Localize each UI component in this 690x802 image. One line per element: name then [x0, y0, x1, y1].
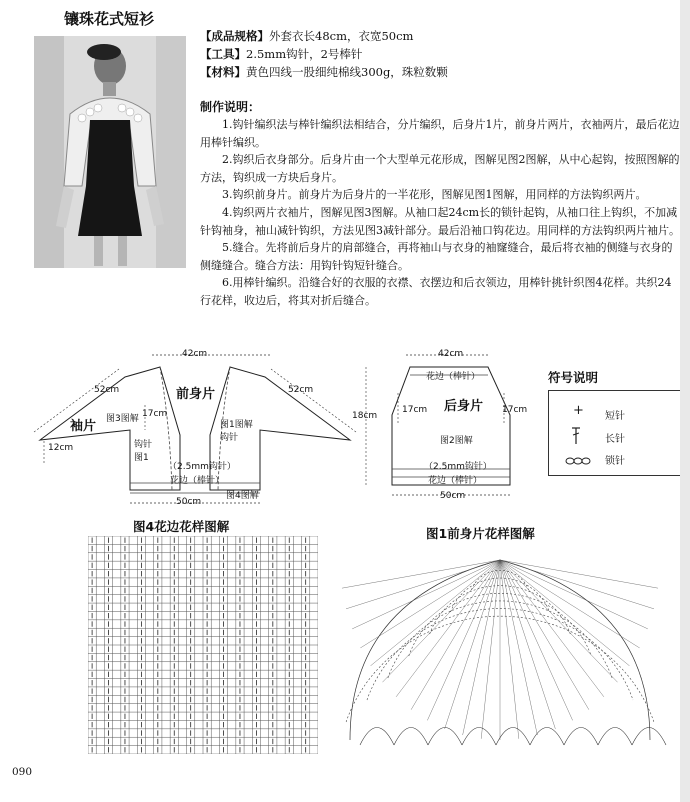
- back-width-bottom: 50cm: [440, 491, 466, 501]
- step-4: 4.钩织两片衣袖片，图解见图3图解。从袖口起24cm长的锁针起钩，从袖口往上钩织，不加减针钩袖身，袖山减针钩织，方法见图3减针部分。最后沿袖口钩花边。用同样的方法钩织两片袖片。: [200, 205, 680, 237]
- legend-box: [548, 390, 686, 476]
- back-armhole-left: 17cm: [402, 405, 428, 415]
- front-width-bottom: 50cm: [176, 497, 202, 507]
- spec-size: 【成品规格】外套衣长48cm，衣宽50cm: [200, 29, 414, 43]
- fig1-ref-left: 钩针图1: [134, 440, 153, 463]
- model-photo: [34, 36, 186, 268]
- step-2: 2.钩织后衣身部分。后身片由一个大型单元花形成，图解见图2图解，从中心起钩，按照图解的方法，钩织成一方块后身片。: [200, 153, 680, 184]
- binding-edge: [680, 0, 690, 802]
- back-needle-label: （2.5mm钩针）: [424, 462, 492, 472]
- legend-item-chain: 锁针: [605, 456, 625, 467]
- back-edge-bottom-label: 花边（棒针）: [428, 476, 483, 486]
- front-width-top: 42cm: [182, 349, 208, 359]
- step-3: 3.钩织前身片。前身片为后身片的一半花形，图解见图1图解，用同样的方法钩织两片。: [222, 188, 647, 202]
- step-5: 5.缝合。先将前后身片的肩部缝合，再将袖山与衣身的袖窿缝合，最后将衣袖的侧缝与衣身的侧缝缝合。缝合方法：用钩针钩短针缝合。: [200, 241, 673, 272]
- back-height: 18cm: [352, 411, 378, 421]
- step-6: 6.用棒针编织。沿缝合好的衣服的衣襟、衣摆边和后衣领边，用棒针挑针织图4花样。共织24行花样，收边后，将其对折后缝合。: [200, 276, 672, 307]
- front-needle-label: （2.5mm钩针）: [168, 462, 236, 472]
- fig4-knit-chart: [88, 536, 318, 758]
- fig3-ref: 图3图解: [106, 414, 139, 424]
- spec-tools: 【工具】2.5mm钩针，2号棒针: [200, 47, 363, 61]
- front-piece-label: 前身片: [176, 387, 216, 402]
- spec-material: 【材料】黄色四线一股细纯棉线300g，珠粒数颗: [200, 65, 448, 79]
- plus-stitch-icon: +: [573, 403, 584, 418]
- fig1-caption: 图1前身片花样图解: [426, 526, 535, 541]
- front-schematic: [30, 345, 360, 505]
- double-crochet-icon: [569, 427, 583, 449]
- fig4-ref: 图4图解: [226, 491, 259, 501]
- pattern-title: 镶珠花式短衫: [64, 10, 155, 28]
- instructions: [200, 116, 682, 310]
- legend-title: 符号说明: [548, 370, 599, 385]
- front-armhole: 17cm: [142, 409, 168, 419]
- sleeve-length-right: 52cm: [288, 385, 314, 395]
- fig2-ref: 图2图解: [440, 436, 473, 446]
- fig4-caption: 图4花边花样图解: [133, 519, 230, 534]
- back-armhole-right: 17cm: [502, 405, 528, 415]
- sleeve-length-left: 52cm: [94, 385, 120, 395]
- fig1-crochet-chart: [330, 540, 670, 754]
- legend-item-sc: 短针: [605, 411, 625, 422]
- page-number: 090: [12, 766, 33, 778]
- instructions-title: 制作说明：: [200, 100, 261, 114]
- back-schematic: [352, 345, 536, 505]
- chain-stitch-icon: [565, 451, 591, 470]
- cuff-width: 12cm: [48, 443, 74, 453]
- back-edge-top-label: 花边（棒针）: [426, 372, 481, 382]
- step-1: 1.钩针编织法与棒针编织法相结合，分片编织，后身片1片，前身片两片，衣袖两片，最后花边用棒针编织。: [200, 118, 680, 149]
- sleeve-label: 袖片: [70, 419, 97, 434]
- front-edge-label: 花边（棒针）: [170, 476, 225, 486]
- fig1-ref-right: 图1图解钩针: [220, 420, 253, 443]
- back-piece-label: 后身片: [444, 399, 484, 414]
- back-width-top: 42cm: [438, 349, 464, 359]
- legend-item-dc: 长针: [605, 434, 625, 445]
